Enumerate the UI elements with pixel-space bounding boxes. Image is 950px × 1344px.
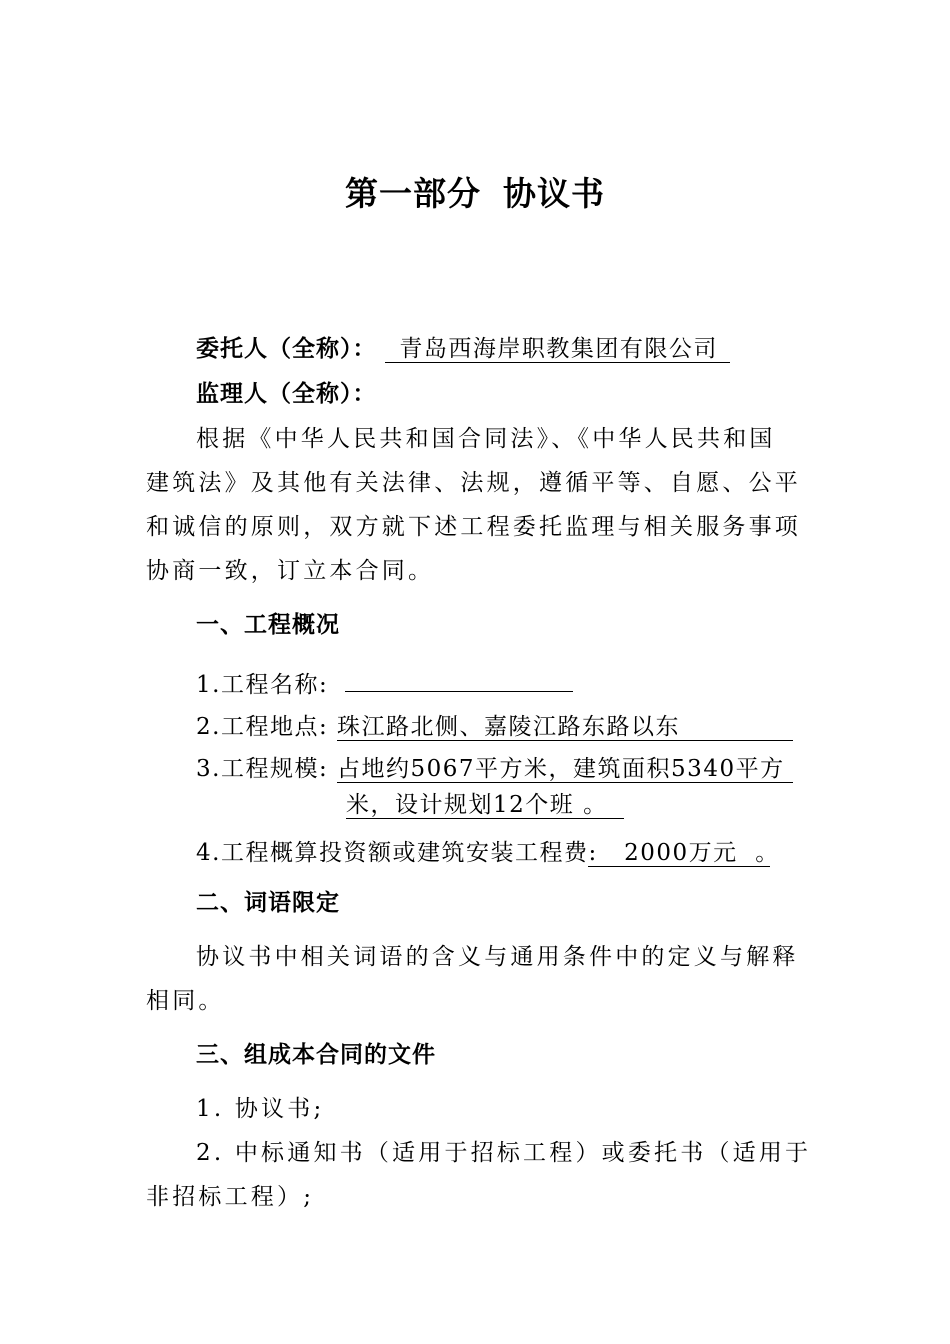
section3-item-1: 1. 协议书;	[196, 1096, 325, 1122]
section3-heading: 三、组成本合同的文件	[196, 1042, 436, 1068]
project-budget-label: 4.工程概算投资额或建筑安装工程费	[196, 840, 589, 866]
intro-line-4: 协商一致，订立本合同。	[146, 558, 435, 584]
project-location-label: 2.工程地点:	[196, 714, 329, 740]
title-part: 第一部分	[345, 174, 481, 213]
section3-item-2-line-1: 2. 中标通知书（适用于招标工程）或委托书（适用于	[196, 1140, 812, 1166]
section2-text-2: 相同。	[146, 988, 225, 1014]
section3-item-2-line-2: 非招标工程）;	[146, 1184, 315, 1210]
intro-line-1: 根据《中华人民共和国合同法》、《中华人民共和国	[196, 426, 776, 452]
client-label: 委托人（全称）：	[196, 336, 377, 362]
intro-line-3: 和诚信的原则，双方就下述工程委托监理与相关服务事项	[146, 514, 801, 540]
project-location-line	[196, 708, 876, 741]
project-location-value: 珠江路北侧、嘉陵江路东路以东	[337, 714, 793, 741]
client-line	[196, 330, 876, 363]
supervisor-label: 监理人（全称）：	[196, 381, 377, 407]
project-scale-line-2	[346, 792, 806, 819]
project-scale-value-1: 占地约5067平方米，建筑面积5340平方	[337, 756, 793, 783]
project-scale-label: 3.工程规模:	[196, 756, 329, 782]
client-value: 青岛西海岸职教集团有限公司	[385, 336, 730, 363]
project-name-label: 1.工程名称:	[196, 672, 329, 698]
section2-heading: 二、词语限定	[196, 890, 340, 916]
title-name: 协议书	[503, 174, 605, 213]
project-scale-value-2: 米，设计规划12个班 。	[346, 792, 624, 819]
project-scale-line	[196, 750, 876, 783]
supervisor-line	[196, 375, 876, 408]
project-name-line	[196, 666, 876, 699]
section2-text-1: 协议书中相关词语的含义与通用条件中的定义与解释	[196, 944, 799, 970]
project-name-value	[345, 691, 573, 692]
project-budget-value: : 2000万元 。	[588, 840, 780, 866]
intro-line-2: 建筑法》及其他有关法律、法规，遵循平等、自愿、公平	[146, 470, 801, 496]
page-title	[0, 168, 950, 215]
section1-heading: 一、工程概况	[196, 612, 340, 638]
project-budget-line	[196, 834, 876, 867]
